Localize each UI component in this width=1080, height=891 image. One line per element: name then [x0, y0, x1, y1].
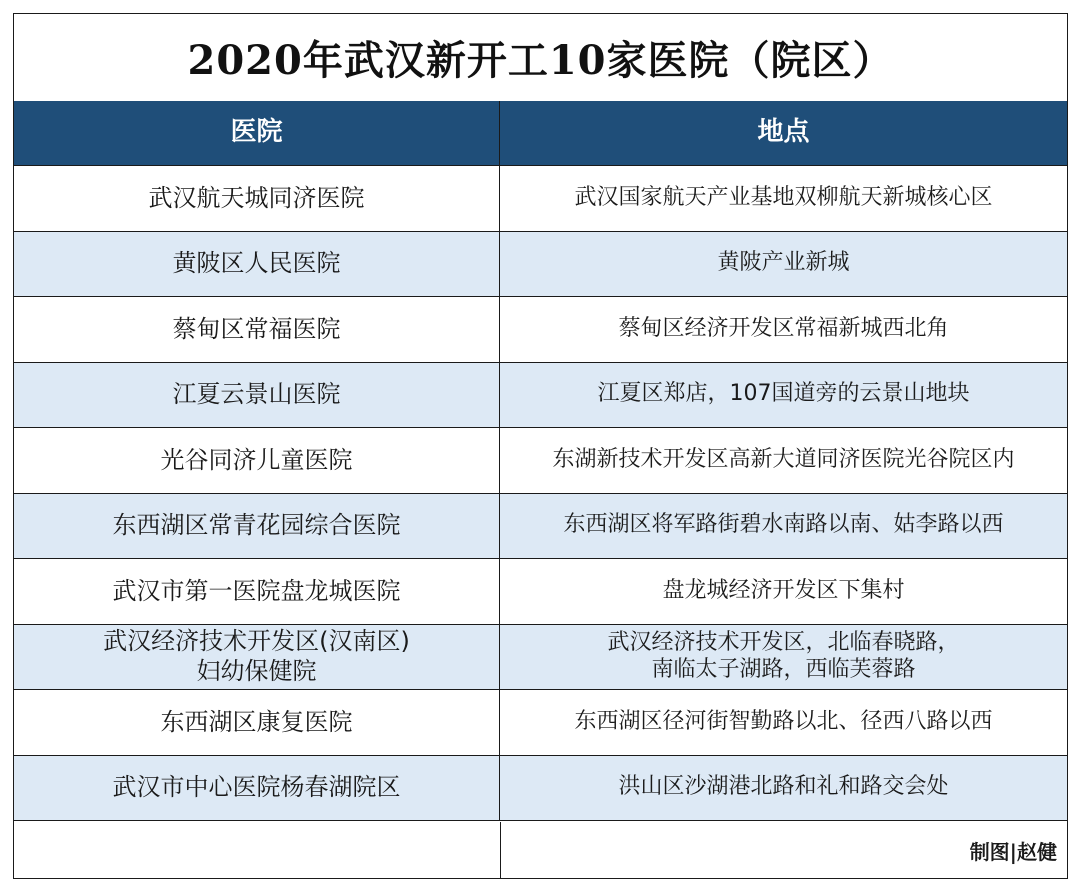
hospital-name: 光谷同济儿童医院 — [160, 445, 353, 474]
footer-row — [14, 822, 1067, 878]
location-cell — [500, 756, 1067, 821]
location-lines — [618, 316, 948, 343]
hospital-name: 武汉航天城同济医院 — [148, 183, 365, 212]
hospital-name: 妇幼保健院 — [196, 656, 317, 685]
hospital-cell — [14, 494, 500, 559]
hospital-name: 东西湖区康复医院 — [160, 707, 353, 736]
credit-text: 制图|赵健 — [969, 839, 1057, 864]
location-lines — [607, 630, 959, 684]
location-lines — [563, 512, 1003, 539]
hospital-cell — [14, 232, 500, 297]
table-row — [14, 166, 1067, 232]
table-row — [14, 494, 1067, 560]
header-hospital: 医院 — [14, 101, 500, 165]
hospital-lines — [113, 511, 401, 540]
hospital-name: 东西湖区常青花园综合医院 — [112, 511, 401, 540]
page-title: 2020年武汉新开工10家医院（院区） — [187, 37, 894, 84]
location-text: 黄陂产业新城 — [717, 250, 850, 276]
hospital-cell — [14, 559, 500, 624]
location-lines — [574, 185, 992, 212]
location-cell — [500, 690, 1067, 755]
hospital-lines — [173, 315, 341, 344]
hospital-lines — [161, 708, 353, 737]
location-cell — [500, 232, 1067, 297]
location-text: 南临太子湖路，西临芙蓉路 — [651, 656, 916, 682]
location-cell — [500, 428, 1067, 493]
hospital-lines — [173, 380, 341, 409]
location-text: 武汉经济技术开发区，北临春晓路， — [607, 629, 960, 655]
hospital-name: 黄陂区人民医院 — [172, 249, 341, 278]
hospital-cell — [14, 756, 500, 821]
table-row — [14, 690, 1067, 756]
footer-empty-cell — [14, 822, 501, 878]
header-location: 地点 — [757, 117, 810, 148]
hospital-lines — [161, 446, 353, 475]
hospital-lines — [149, 184, 365, 213]
hospital-cell — [14, 625, 500, 690]
hospital-cell — [14, 297, 500, 362]
location-text: 东西湖区径河街智勤路以北、径西八路以西 — [574, 708, 993, 734]
title-row — [14, 14, 1067, 102]
hospital-cell — [14, 428, 500, 493]
location-cell — [500, 363, 1067, 428]
location-cell — [500, 559, 1067, 624]
table-row — [14, 559, 1067, 625]
location-text: 东湖新技术开发区高新大道同济医院光谷院区内 — [552, 446, 1015, 472]
hospital-cell — [14, 690, 500, 755]
table-row — [14, 232, 1067, 298]
hospital-cell — [14, 166, 500, 231]
location-lines — [618, 774, 948, 801]
location-cell — [500, 166, 1067, 231]
table-header — [14, 101, 1067, 166]
location-cell — [500, 494, 1067, 559]
table-body — [14, 166, 1067, 821]
hospital-name: 蔡甸区常福医院 — [172, 314, 341, 343]
location-text: 盘龙城经济开发区下集村 — [662, 577, 905, 603]
hospital-lines — [173, 249, 341, 278]
location-lines — [662, 578, 904, 605]
table-row — [14, 363, 1067, 429]
location-lines — [717, 250, 849, 277]
location-text: 洪山区沙湖港北路和礼和路交会处 — [618, 774, 949, 800]
hospital-name: 武汉市第一医院盘龙城医院 — [112, 576, 401, 605]
hospital-name: 武汉经济技术开发区(汉南区) — [103, 627, 410, 656]
table-row — [14, 428, 1067, 494]
hospital-name: 江夏云景山医院 — [172, 380, 341, 409]
location-text: 武汉国家航天产业基地双柳航天新城核心区 — [574, 184, 993, 210]
hospital-lines — [103, 627, 410, 686]
location-text: 蔡甸区经济开发区常福新城西北角 — [618, 315, 949, 341]
hospital-cell — [14, 363, 500, 428]
location-cell — [500, 297, 1067, 362]
table-row — [14, 297, 1067, 363]
location-lines — [574, 709, 992, 736]
hospital-table — [13, 13, 1068, 879]
hospital-lines — [113, 773, 401, 802]
table-row — [14, 625, 1067, 691]
location-lines — [598, 381, 970, 408]
location-cell — [500, 625, 1067, 690]
location-text: 江夏区郑店，107国道旁的云景山地块 — [597, 381, 970, 407]
hospital-lines — [113, 577, 401, 606]
location-lines — [552, 447, 1014, 474]
table-row — [14, 756, 1067, 822]
hospital-name: 武汉市中心医院杨春湖院区 — [112, 773, 401, 802]
location-text: 东西湖区将军路街碧水南路以南、姑李路以西 — [563, 512, 1004, 538]
